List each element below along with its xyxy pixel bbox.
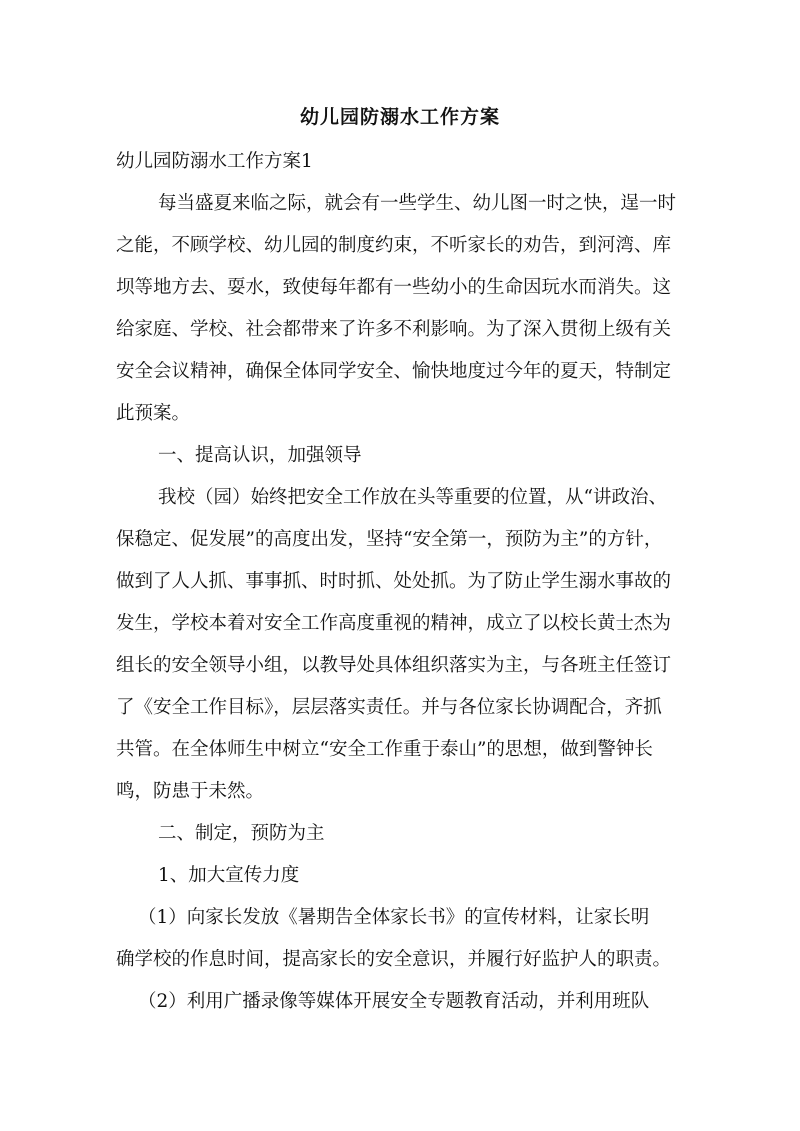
document-title: 幼儿园防溺水工作方案 (299, 106, 500, 128)
paragraph-line: 保稳定、促发展”的高度出发，坚持“安全第一，预防为主”的方针， (116, 529, 663, 550)
paragraph-line: 共管。在全体师生中树立“安全工作重于泰山”的思想，做到警钟长 (116, 739, 653, 760)
paragraph-line: 之能，不顾学校、幼儿园的制度约束，不听家长的劝告，到河湾、库 (116, 235, 672, 256)
paragraph-line: 发生，学校本着对安全工作高度重视的精神，成立了以校长黄士杰为 (116, 613, 672, 634)
section-heading: 二、制定，预防为主 (158, 823, 325, 844)
paragraph-line: 每当盛夏来临之际，就会有一些学生、幼儿图一时之快，逞一时 (158, 193, 677, 214)
paragraph-line: 做到了人人抓、事事抓、时时抓、处处抓。为了防止学生溺水事故的 (116, 571, 672, 592)
paragraph-line: 给家庭、学校、社会都带来了许多不利影响。为了深入贯彻上级有关 (116, 319, 672, 340)
list-item-line: （2）利用广播录像等媒体开展安全专题教育活动，并利用班队 (138, 991, 650, 1012)
subsection-heading: 1、加大宣传力度 (158, 865, 300, 886)
list-item-line: 确学校的作息时间，提高家长的安全意识，并履行好监护人的职责。 (116, 949, 672, 970)
section-heading: 一、提高认识，加强领导 (158, 445, 362, 466)
list-item-line: （1）向家长发放《暑期告全体家长书》的宣传材料，让家长明 (138, 907, 650, 928)
paragraph-line: 组长的安全领导小组，以教导处具体组织落实为主，与各班主任签订 (116, 655, 672, 676)
paragraph-line: 此预案。 (116, 403, 191, 424)
paragraph-line: 安全会议精神，确保全体同学安全、愉快地度过今年的夏天，特制定 (116, 361, 672, 382)
paragraph-line: 我校（园）始终把安全工作放在头等重要的位置，从“讲政治、 (158, 487, 667, 508)
paragraph-line: 坝等地方去、耍水，致使每年都有一些幼小的生命因玩水而消失。这 (116, 277, 672, 298)
subtitle-line: 幼儿园防溺水工作方案1 (116, 151, 313, 172)
paragraph-line: 鸣，防患于未然。 (116, 781, 265, 802)
paragraph-line: 了《安全工作目标》，层层落实责任。并与各位家长协调配合，齐抓 (116, 697, 662, 718)
